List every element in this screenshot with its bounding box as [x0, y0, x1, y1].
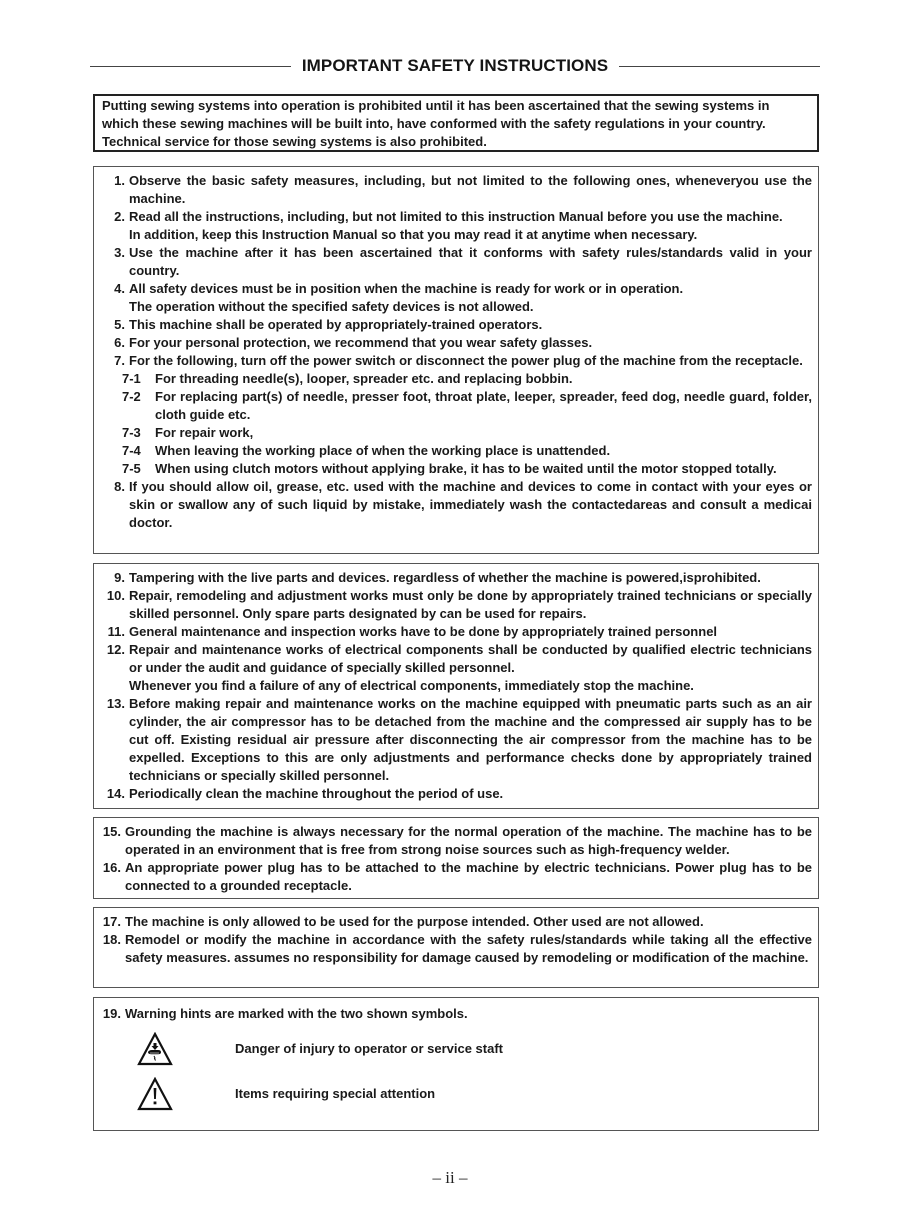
item-text-continuation: Whenever you find a failure of any of electrical components, immediately stop the machine.: [129, 678, 694, 693]
sub-item-number: 7-4: [122, 443, 141, 458]
item-text: [129, 208, 812, 244]
instruction-item-14: [101, 785, 812, 803]
item-text: An appropriate power plug has to be attached to the machine by electric technicians. Power plug has to be connected to a grounded receptacle.: [125, 860, 812, 893]
item-number: 19.: [102, 1006, 121, 1021]
instruction-list: [94, 170, 818, 532]
item-number: 6.: [114, 335, 125, 350]
instruction-item-13: [101, 695, 812, 785]
sub-item-number: 7-3: [122, 425, 141, 440]
item-text: [129, 280, 812, 316]
item-number: 17.: [102, 914, 121, 929]
item-text: The machine is only allowed to be used for the purpose intended. Other used are not allowed.: [125, 914, 704, 929]
instruction-item-12: [101, 641, 812, 695]
instruction-item-11: [101, 623, 812, 641]
item-text: Repair, remodeling and adjustment works must only be done by appropriately trained technicians or specially skilled personnel. Only spare parts designated by can be used for repairs.: [129, 588, 812, 621]
instruction-item-15: [97, 823, 812, 859]
header-rule-left: [90, 66, 291, 67]
item-text: Observe the basic safety measures, including, but not limited to the following ones, wheneveryou use the machine.: [129, 173, 812, 206]
page-number: – ii –: [432, 1168, 468, 1187]
sub-item-7-5: [101, 460, 812, 478]
instruction-item-18: [97, 931, 812, 967]
instruction-item-7: [101, 352, 812, 370]
instruction-list: [94, 911, 818, 967]
exclamation-warning-icon: [137, 1077, 173, 1111]
instruction-item-3: [101, 244, 812, 280]
item-text: Periodically clean the machine throughout the period of use.: [129, 786, 504, 801]
instruction-list: [94, 567, 818, 803]
item-text: Warning hints are marked with the two shown symbols.: [125, 1006, 468, 1021]
item-text-main: Repair and maintenance works of electrical components shall be conducted by qualified electric technicians or under the audit and guidance of specially skilled personnel.: [129, 642, 812, 675]
instruction-item-6: [101, 334, 812, 352]
page-header: [90, 54, 820, 78]
symbol-row-danger: [137, 1027, 812, 1071]
item-number: 9.: [114, 570, 125, 585]
sub-item-text: For threading needle(s), looper, spreader etc. and replacing bobbin.: [155, 371, 573, 386]
item-text: General maintenance and inspection works have to be done by appropriately trained personnel: [129, 624, 718, 639]
item-number: 11.: [107, 624, 125, 639]
instruction-item-9: [101, 569, 812, 587]
sub-item-number: 7-2: [122, 389, 141, 404]
sub-item-number: 7-5: [122, 461, 141, 476]
instruction-item-1: [101, 172, 812, 208]
instructions-box-1-8: [93, 166, 819, 554]
notice-box: [93, 94, 819, 152]
item-text: Remodel or modify the machine in accordance with the safety rules/standards while taking all the effective safety measures. assumes no responsibility for damage caused by remodeling or modification of the machine.: [125, 932, 812, 965]
sub-item-7-4: [101, 442, 812, 460]
symbol-label: Items requiring special attention: [235, 1086, 436, 1101]
notice-line: Putting sewing systems into operation is prohibited until it has been ascertained that the sewing systems in: [102, 98, 770, 113]
item-number: 8.: [114, 479, 125, 494]
sub-item-text: For repair work,: [155, 425, 254, 440]
instructions-box-19: [93, 997, 819, 1131]
item-text: This machine shall be operated by appropriately-trained operators.: [129, 317, 543, 332]
item-number: 10.: [106, 588, 125, 603]
sub-item-7-2: [101, 388, 812, 424]
sub-item-7-1: [101, 370, 812, 388]
item-number: 1.: [114, 173, 125, 188]
item-number: 3.: [114, 245, 125, 260]
instruction-item-10: [101, 587, 812, 623]
item-text: If you should allow oil, grease, etc. used with the machine and devices to come in contact with your eyes or skin or swallow any of such liquid by mistake, immediately wash the contactedareas and consult a medicai doctor.: [129, 479, 812, 530]
instructions-box-9-14: [93, 563, 819, 809]
instruction-item-8: [101, 478, 812, 532]
sub-item-text: When using clutch motors without applying brake, it has to be waited until the motor stopped totally.: [155, 461, 777, 476]
instruction-list: [94, 1003, 818, 1116]
item-text: Grounding the machine is always necessary for the normal operation of the machine. The machine has to be operated in an environment that is free from strong noise sources such as high-frequency welder.: [125, 824, 812, 857]
item-text-continuation: The operation without the specified safety devices is not allowed.: [129, 299, 534, 314]
item-text: Before making repair and maintenance works on the machine equipped with pneumatic parts such as an air cylinder, the air compressor has to be detached from the machine and the compressed air supply has to be cut off. Existing residual air pressure after disconnecting the air compressor from the machine has to be expelled. Exceptions to this are only adjustments and performance checks done by appropriately trained technicians or specially skilled personnel.: [129, 696, 812, 783]
page-title: IMPORTANT SAFETY INSTRUCTIONS: [301, 56, 609, 75]
item-number: 18.: [102, 932, 121, 947]
instruction-item-16: [97, 859, 812, 895]
item-number: 7.: [114, 353, 125, 368]
instruction-item-19: [97, 1005, 812, 1023]
symbol-row-attention: [137, 1072, 812, 1116]
item-number: 4.: [114, 281, 125, 296]
sub-item-text: For replacing part(s) of needle, presser foot, throat plate, leeper, spreader, feed dog, needle guard, folder, cloth guide etc.: [155, 389, 812, 422]
sub-item-7-3: [101, 424, 812, 442]
hand-injury-warning-icon: [137, 1032, 173, 1066]
sub-item-number: 7-1: [122, 371, 141, 386]
instructions-box-17-18: [93, 907, 819, 988]
instruction-item-2: [101, 208, 812, 244]
symbol-label: Danger of injury to operator or service staft: [235, 1041, 504, 1056]
instruction-item-17: [97, 913, 812, 931]
item-text: [129, 641, 812, 695]
notice-line: Technical service for those sewing systems is also prohibited.: [102, 134, 487, 149]
item-text: For the following, turn off the power switch or disconnect the power plug of the machine from the receptacle.: [129, 353, 803, 368]
item-number: 16.: [102, 860, 121, 875]
notice-line: which these sewing machines will be built into, have conformed with the safety regulations in your country.: [102, 116, 766, 131]
item-text-main: Read all the instructions, including, but not limited to this instruction Manual before you use the machine.: [129, 209, 783, 224]
instructions-box-15-16: [93, 817, 819, 899]
item-number: 13.: [106, 696, 125, 711]
item-text: Use the machine after it has been ascertained that it conforms with safety rules/standards valid in your country.: [129, 245, 812, 278]
item-text-continuation: In addition, keep this Instruction Manual so that you may read it at anytime when necessary.: [129, 227, 698, 242]
item-number: 14.: [106, 786, 125, 801]
header-rule-right: [619, 66, 820, 67]
instruction-item-5: [101, 316, 812, 334]
item-number: 12.: [106, 642, 125, 657]
instruction-list: [94, 821, 818, 895]
item-number: 2.: [114, 209, 125, 224]
sub-item-text: When leaving the working place of when the working place is unattended.: [155, 443, 611, 458]
item-number: 15.: [102, 824, 121, 839]
item-text: Tampering with the live parts and devices. regardless of whether the machine is powered,isprohibited.: [129, 570, 761, 585]
instruction-item-4: [101, 280, 812, 316]
item-number: 5.: [114, 317, 125, 332]
item-text-main: All safety devices must be in position when the machine is ready for work or in operation.: [129, 281, 684, 296]
item-text: For your personal protection, we recommend that you wear safety glasses.: [129, 335, 593, 350]
